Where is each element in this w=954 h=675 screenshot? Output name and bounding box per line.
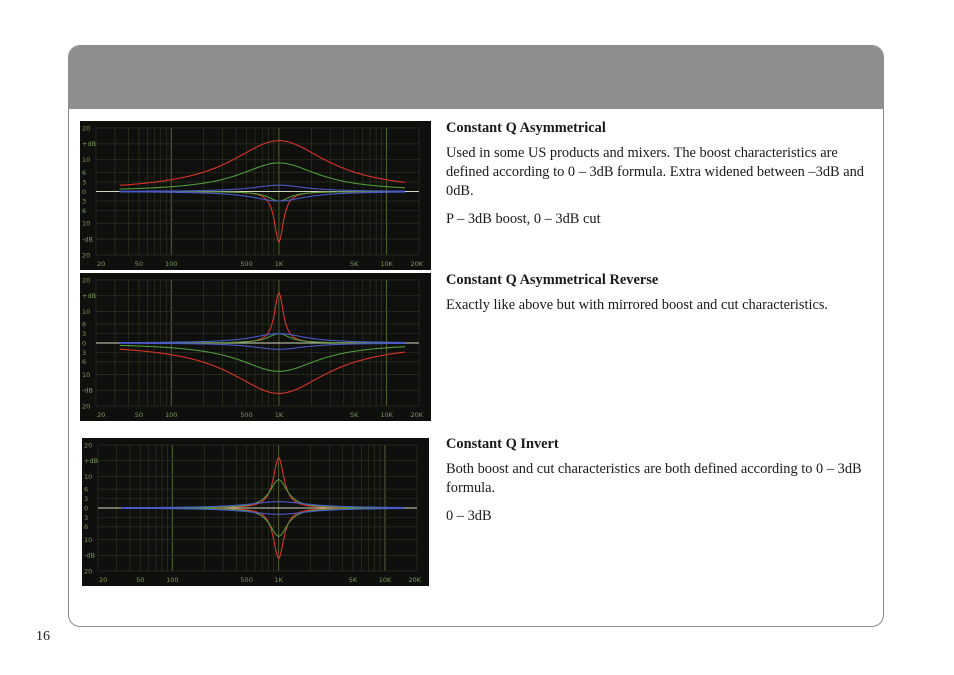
y-tick-label: 20 <box>82 251 91 260</box>
y-tick-label: 3 <box>82 178 87 187</box>
x-tick-label: 10K <box>380 260 393 268</box>
y-tick-label: 10 <box>82 156 91 165</box>
section-paragraph: Exactly like above but with mirrored boost and cut characteristics. <box>446 297 829 313</box>
x-tick-label: 100 <box>166 576 179 584</box>
x-tick-label: 100 <box>165 411 178 419</box>
page-number: 16 <box>36 629 50 644</box>
y-tick-label: 6 <box>84 523 89 532</box>
y-tick-label: 3 <box>82 197 87 206</box>
x-tick-label: 1K <box>274 576 283 584</box>
x-tick-label: 20K <box>408 576 421 584</box>
x-tick-label: 500 <box>240 411 253 419</box>
x-tick-label: 5K <box>349 260 359 268</box>
x-tick-label: 20K <box>410 411 423 419</box>
y-tick-label: 6 <box>84 485 89 494</box>
x-tick-label: 20 <box>97 411 106 419</box>
x-tick-label: 20K <box>410 260 423 268</box>
section-paragraph: Used in some US products and mixers. The boost characteristics are defined according to 0 – 3dB formula. Extra widened between –3dB and 0dB. <box>446 145 865 199</box>
y-tick-label: 6 <box>82 206 87 215</box>
section-constant-q-asymmetrical <box>446 119 882 238</box>
x-tick-label: 500 <box>240 260 253 268</box>
x-tick-label: 50 <box>134 260 143 268</box>
eq-graph-asymmetrical-svg <box>80 121 431 270</box>
y-tick-label: 10 <box>84 472 93 481</box>
y-tick-label: 6 <box>82 168 87 177</box>
eq-graph-asymmetrical-reverse-svg <box>80 273 431 421</box>
section-title: Constant Q Asymmetrical Reverse <box>446 272 659 288</box>
y-tick-label: 3 <box>84 513 89 522</box>
y-tick-label: 20 <box>84 441 93 450</box>
x-tick-label: 20 <box>99 576 108 584</box>
section-paragraph: P – 3dB boost, 0 – 3dB cut <box>446 211 601 227</box>
section-title: Constant Q Asymmetrical <box>446 120 606 136</box>
eq-graph-invert <box>82 438 429 586</box>
y-tick-label: 20 <box>82 402 91 411</box>
section-constant-q-asymmetrical-reverse <box>446 271 882 324</box>
eq-graph-invert-svg <box>82 438 429 586</box>
x-tick-label: 5K <box>349 411 359 419</box>
y-tick-label: 20 <box>84 567 93 576</box>
x-tick-label: 500 <box>240 576 253 584</box>
x-tick-label: 20 <box>97 260 106 268</box>
x-tick-label: 50 <box>136 576 145 584</box>
section-paragraph: 0 – 3dB <box>446 508 492 524</box>
y-tick-label: +dB <box>82 140 97 149</box>
y-tick-label: 0 <box>84 504 89 513</box>
eq-graph-asymmetrical <box>80 121 431 270</box>
y-tick-label: 20 <box>82 124 91 133</box>
y-tick-label: 10 <box>84 535 93 544</box>
section-constant-q-invert <box>446 435 882 535</box>
y-tick-label: 10 <box>82 219 91 228</box>
x-tick-label: 10K <box>378 576 392 584</box>
x-tick-label: 1K <box>274 260 284 268</box>
panel-header-bar <box>69 46 883 109</box>
x-tick-label: 100 <box>165 260 178 268</box>
x-tick-label: 50 <box>134 411 143 419</box>
x-tick-label: 1K <box>274 411 284 419</box>
y-tick-label: 10 <box>82 370 91 379</box>
y-tick-label: 20 <box>82 276 91 285</box>
x-tick-label: 5K <box>348 576 358 584</box>
y-tick-label: 3 <box>82 348 87 357</box>
section-paragraph: Both boost and cut characteristics are both defined according to 0 – 3dB formula. <box>446 461 862 496</box>
section-title: Constant Q Invert <box>446 436 559 452</box>
eq-graph-asymmetrical-reverse <box>80 273 431 421</box>
y-tick-label: -dB <box>82 386 93 395</box>
y-tick-label: -dB <box>84 551 95 560</box>
y-tick-label: 6 <box>82 320 87 329</box>
y-tick-label: 3 <box>84 494 89 503</box>
y-tick-label: +dB <box>82 292 97 301</box>
y-tick-label: 0 <box>82 187 87 196</box>
y-tick-label: -dB <box>82 235 93 244</box>
x-tick-label: 10K <box>380 411 393 419</box>
y-tick-label: 6 <box>82 358 87 367</box>
y-tick-label: 0 <box>82 339 87 348</box>
y-tick-label: +dB <box>84 457 99 466</box>
y-tick-label: 10 <box>82 307 91 316</box>
y-tick-label: 3 <box>82 329 87 338</box>
